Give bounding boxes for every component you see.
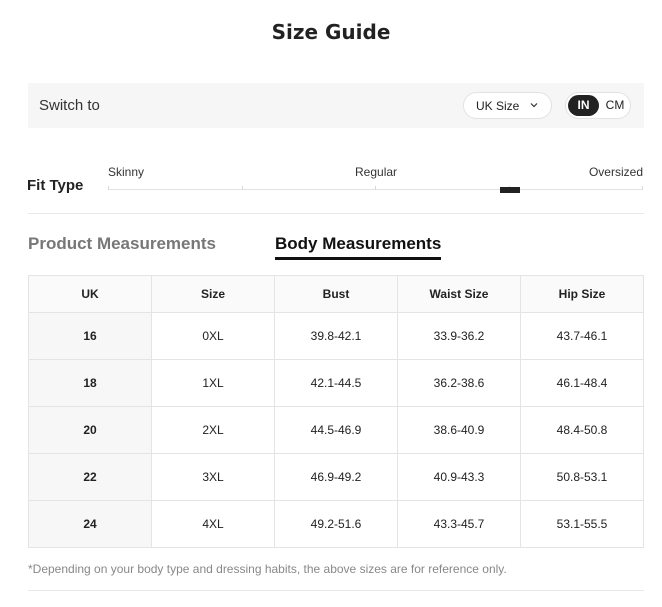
page-title: Size Guide [271,20,391,44]
table-row [29,313,644,360]
table-row [29,454,644,501]
tab-body-measurements[interactable]: Body Measurements [275,234,441,260]
uk-size-cell: 18 [29,360,152,407]
column-header-uk: UK [29,276,152,313]
size-cell: 4XL [152,501,275,548]
bust-cell: 39.8-42.1 [275,313,398,360]
fit-option-oversized: Oversized [588,165,643,179]
bottom-divider [28,590,644,591]
unit-cm-button[interactable]: CM [605,98,625,112]
size-system-value: UK Size [476,98,520,113]
hip-cell: 50.8-53.1 [521,454,644,501]
fit-scale-tick [642,186,643,190]
table-row [29,501,644,548]
bust-cell: 49.2-51.6 [275,501,398,548]
bust-cell: 44.5-46.9 [275,407,398,454]
hip-cell: 46.1-48.4 [521,360,644,407]
waist-cell: 43.3-45.7 [398,501,521,548]
fit-option-regular: Regular [355,165,398,179]
uk-size-cell: 20 [29,407,152,454]
table-header-row [29,276,644,313]
waist-cell: 40.9-43.3 [398,454,521,501]
hip-cell: 43.7-46.1 [521,313,644,360]
hip-cell: 53.1-55.5 [521,501,644,548]
hip-cell: 48.4-50.8 [521,407,644,454]
fit-scale-tick [375,186,376,190]
table-row [29,360,644,407]
chevron-down-icon [530,101,538,109]
unit-toggle [565,92,631,119]
switch-label: Switch to [39,97,100,114]
uk-size-cell: 16 [29,313,152,360]
fit-scale-tick [108,186,109,190]
waist-cell: 38.6-40.9 [398,407,521,454]
uk-size-cell: 22 [29,454,152,501]
bust-cell: 46.9-49.2 [275,454,398,501]
fit-scale-tick [242,186,243,190]
column-header-size: Size [152,276,275,313]
section-divider [28,213,644,214]
size-cell: 2XL [152,407,275,454]
reference-footnote: *Depending on your body type and dressing habits, the above sizes are for reference only. [28,562,507,576]
bust-cell: 42.1-44.5 [275,360,398,407]
fit-type-label: Fit Type [27,177,84,194]
column-header-hip: Hip Size [521,276,644,313]
tab-product-measurements[interactable]: Product Measurements [28,234,216,253]
column-header-waist: Waist Size [398,276,521,313]
column-header-bust: Bust [275,276,398,313]
uk-size-cell: 24 [29,501,152,548]
unit-switch-bar [28,83,644,128]
size-cell: 1XL [152,360,275,407]
fit-option-skinny: Skinny [108,165,145,179]
table-row [29,407,644,454]
size-system-select[interactable] [463,92,552,119]
waist-cell: 33.9-36.2 [398,313,521,360]
unit-in-button[interactable]: IN [568,95,599,116]
fit-scale-marker [500,187,520,193]
waist-cell: 36.2-38.6 [398,360,521,407]
size-cell: 0XL [152,313,275,360]
size-table [28,275,644,548]
size-cell: 3XL [152,454,275,501]
